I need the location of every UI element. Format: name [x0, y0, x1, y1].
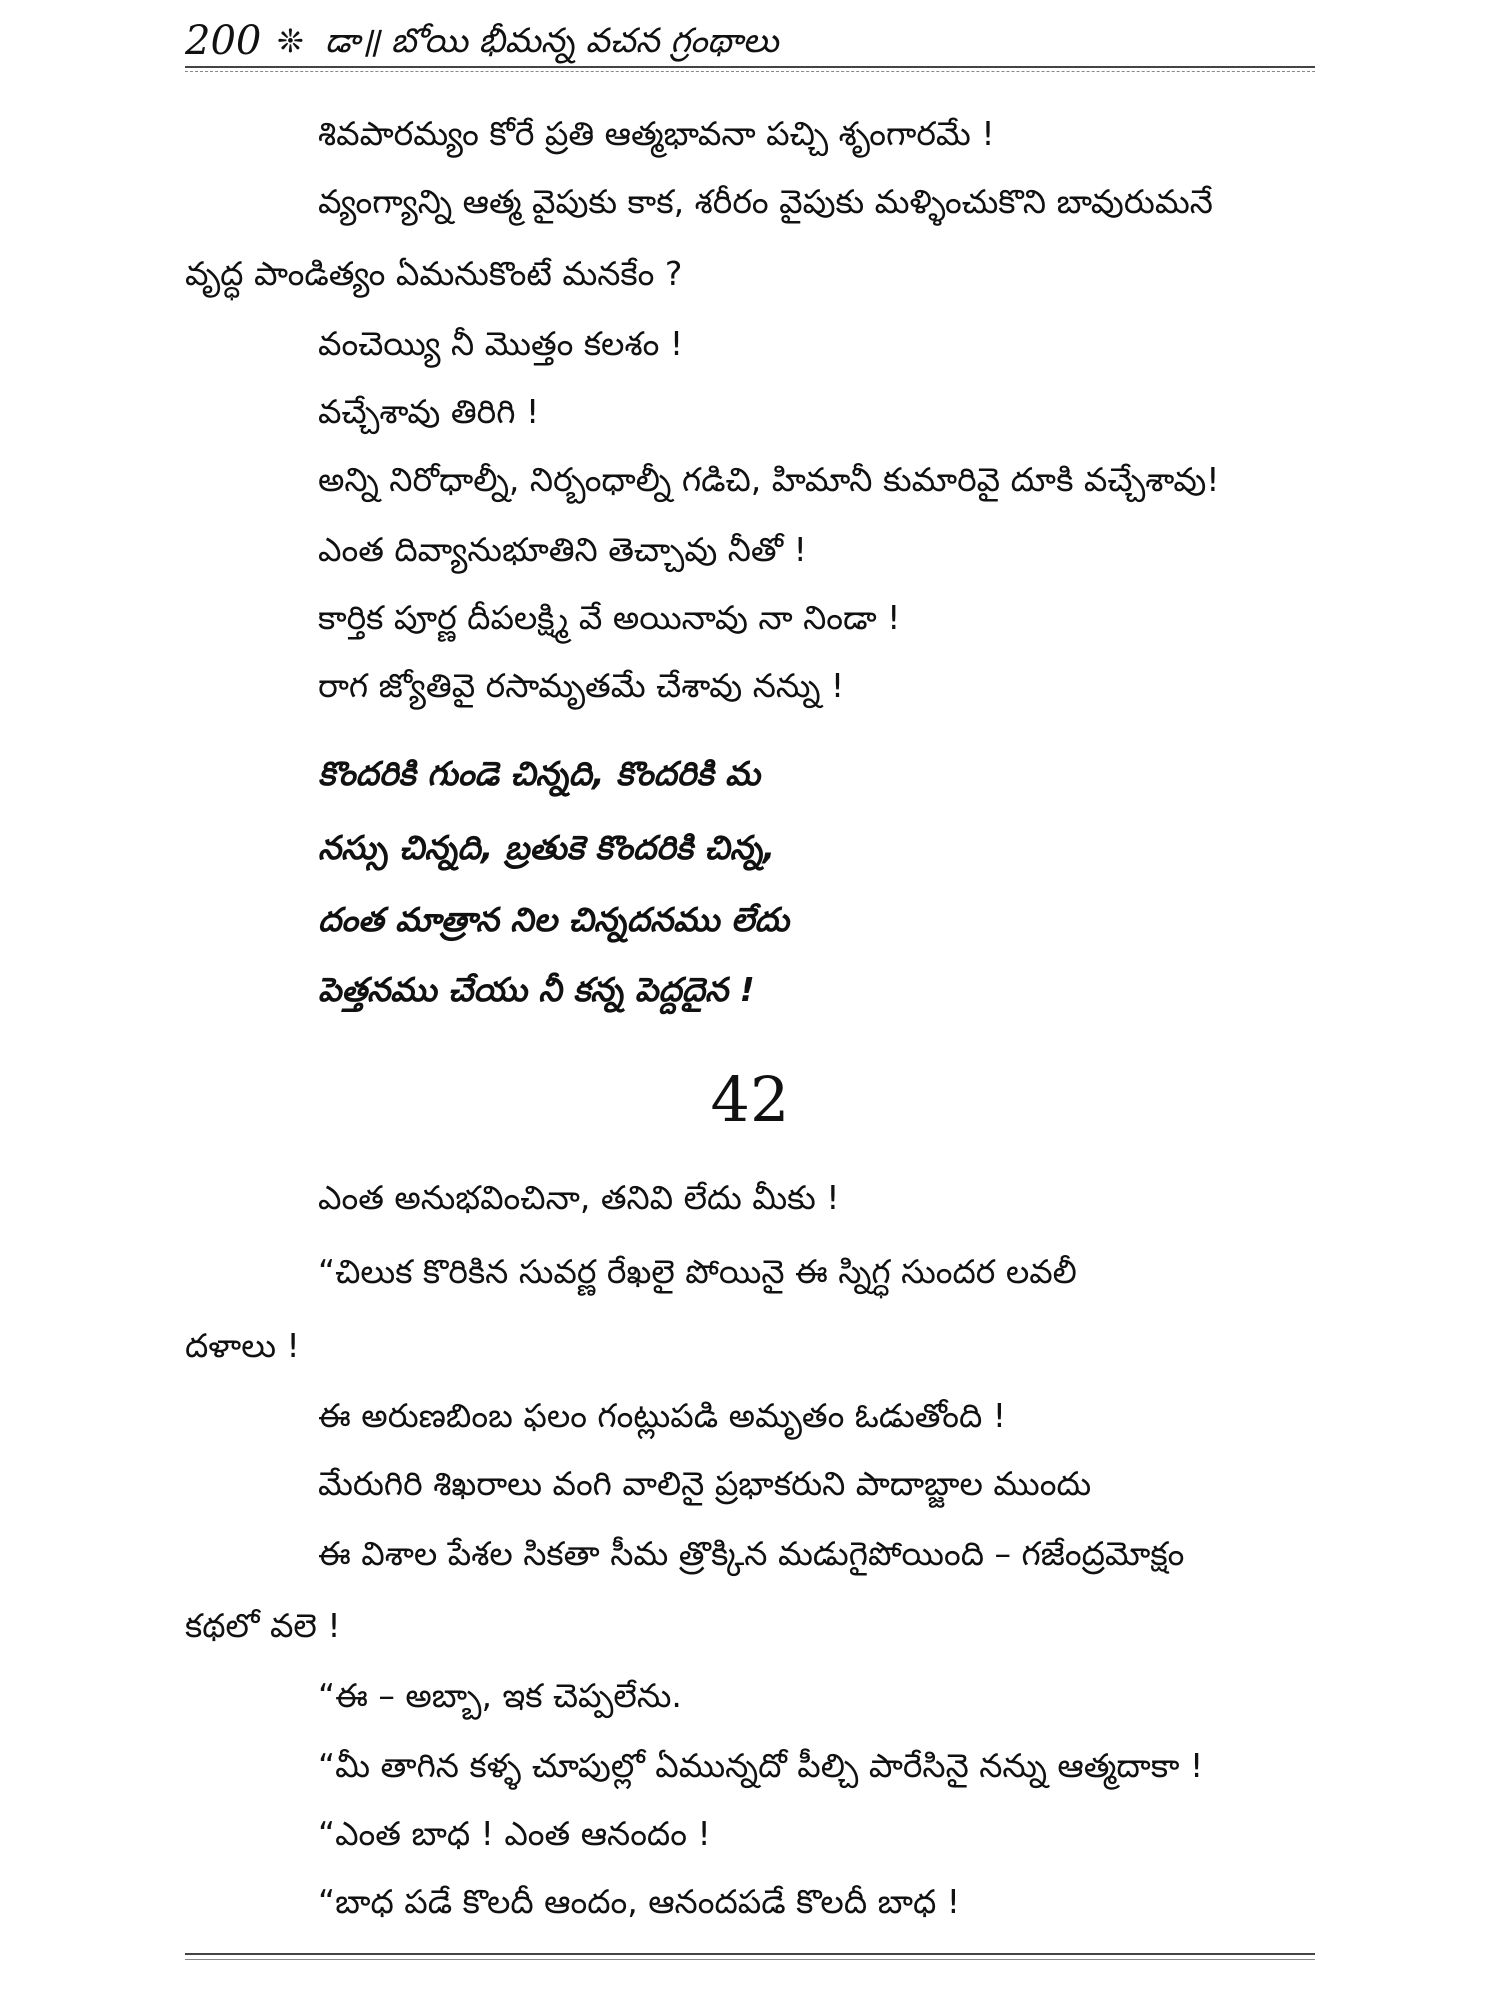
paragraph-line: “ఎంత బాధ ! ఎంత ఆనందం ! — [318, 1814, 711, 1853]
footer-rule-secondary — [185, 1959, 1315, 1960]
paragraph-line: ఎంత అనుభవించినా, తనివి లేదు మీకు ! — [318, 1178, 840, 1217]
paragraph-line: కార్తిక పూర్ణ దీపలక్ష్మి వే అయినావు నా నిండా ! — [318, 598, 901, 637]
verse-line: కొందరికి గుండె చిన్నది, కొందరికి మ — [318, 754, 760, 793]
running-title: డా॥ బోయి భీమన్న వచన గ్రంథాలు — [325, 21, 779, 61]
paragraph-line: “బాధ పడే కొలదీ ఆందం, ఆనందపడే కొలదీ బాధ ! — [318, 1882, 961, 1921]
verse-line: పెత్తనము చేయు నీ కన్న పెద్దదైన ! — [318, 970, 755, 1009]
paragraph-line: “చిలుక కొరికిన సువర్ణ రేఖలై పోయినై ఈ స్నిగ్ధ సుందర లవలీ — [318, 1252, 1077, 1291]
paragraph-line: ఈ అరుణబింబ ఫలం గంట్లుపడి అమృతం ఓడుతోంది ! — [318, 1396, 1007, 1435]
paragraph-line: ఎంత దివ్యానుభూతిని తెచ్చావు నీతో ! — [318, 530, 807, 569]
paragraph-line: కథలో వలె ! — [185, 1606, 341, 1645]
header-rule — [185, 66, 1315, 68]
paragraph-line: దళాలు ! — [185, 1326, 300, 1365]
page-header — [185, 12, 1315, 70]
paragraph-line: వచ్చేశావు తిరిగి ! — [318, 392, 540, 431]
paragraph-line: “ఈ – అబ్బా, ఇక చెప్పలేను. — [318, 1676, 682, 1715]
paragraph-line: రాగ జ్యోతివై రసామృతమే చేశావు నన్ను ! — [318, 666, 845, 705]
asterism-icon: ❊ — [277, 22, 304, 60]
verse-line: దంత మాత్రాన నిల చిన్నదనము లేదు — [318, 900, 790, 939]
page-number: 200 — [185, 18, 262, 64]
paragraph-line: అన్ని నిరోధాల్నీ, నిర్బంధాల్నీ గడిచి, హిమానీ కుమారివై దూకి వచ్చేశావు! — [318, 460, 1220, 499]
paragraph-line: మేరుగిరి శిఖరాలు వంగి వాలినై ప్రభాకరుని పాదాబ్జాల ముందు — [318, 1464, 1092, 1503]
paragraph-line: వ్యంగ్యాన్ని ఆత్మ వైపుకు కాక, శరీరం వైపుకు మళ్ళించుకొని బావురుమనే — [318, 182, 1213, 221]
paragraph-line: శివపారమ్యం కోరే ప్రతి ఆత్మభావనా పచ్చి శృంగారమే ! — [318, 114, 995, 153]
paragraph-line: ఈ విశాల పేశల సికతా సీమ త్రొక్కిన మడుగైపోయింది – గజేంద్రమోక్షం — [318, 1534, 1185, 1573]
paragraph-line: “మీ తాగిన కళ్ళ చూపుల్లో ఏమున్నదో పీల్చి పారేసినై నన్ను ఆత్మదాకా ! — [318, 1746, 1204, 1785]
header-rule-secondary — [185, 71, 1315, 72]
paragraph-line: వృద్ధ పాండిత్యం ఏమనుకొంటే మనకేం ? — [185, 254, 683, 293]
verse-line: నస్సు చిన్నది, బ్రతుకె కొందరికి చిన్న, — [318, 828, 776, 867]
section-number: 42 — [710, 1063, 790, 1136]
paragraph-line: వంచెయ్యి నీ మొత్తం కలశం ! — [318, 324, 684, 363]
footer-rule — [185, 1953, 1315, 1955]
